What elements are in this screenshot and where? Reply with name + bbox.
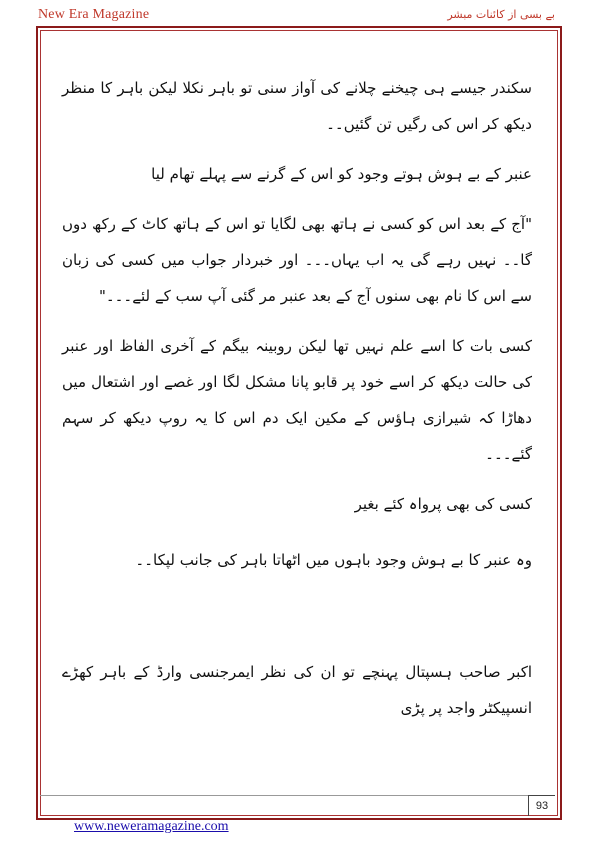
story-body [62, 70, 532, 740]
footer-rule [40, 795, 530, 796]
paragraph-2: عنبر کے بے ہوش ہوتے وجود کو اس کے گرنے سے پہلے تھام لیا [151, 165, 532, 183]
paragraph-4: کسی بات کا اسے علم نہیں تھا لیکن روبینہ بیگم کے آخری الفاظ اور عنبر کی حالت دیکھ کر اسے خود پر قابو پانا مشکل لگا اور غصے اور اشتعال میں دھاڑا کہ شیرازی ہاؤس کے مکین ایک دم اس کا یہ روپ دیکھ کر سہم گئے۔۔۔ [62, 337, 532, 463]
page-number: 93 [528, 795, 555, 816]
paragraph-6: وہ عنبر کا بے ہوش وجود باہوں میں اٹھاتا باہر کی جانب لپکا۔۔ [135, 551, 532, 569]
novel-title: بے بسی از کائنات مبشر [447, 8, 555, 21]
paragraph-3: "آج کے بعد اس کو کسی نے ہاتھ بھی لگایا تو اس کے ہاتھ کاٹ کے رکھ دوں گا۔۔ نہیں رہے گی یہ اب یہاں۔۔۔ اور خبردار جواب میں کسی کی زبان سے اس کا نام بھی سنوں آج کے بعد عنبر مر گئی آپ سب کے لئے۔۔۔" [62, 215, 532, 305]
website-link[interactable]: www.neweramagazine.com [74, 819, 229, 834]
paragraph-7: اکبر صاحب ہسپتال پہنچے تو ان کی نظر ایمرجنسی وارڈ کے باہر کھڑے انسپیکٹر واجد پر پڑی [62, 663, 532, 717]
section-gap [62, 592, 532, 654]
magazine-name: New Era Magazine [38, 7, 150, 22]
paragraph-5: کسی کی بھی پرواہ کئے بغیر [354, 495, 532, 513]
paragraph-1: سکندر جیسے ہی چیخنے چلانے کی آواز سنی تو باہر نکلا لیکن باہر کا منظر دیکھ کر اس کی رگیں تن گئیں۔۔ [62, 79, 532, 133]
